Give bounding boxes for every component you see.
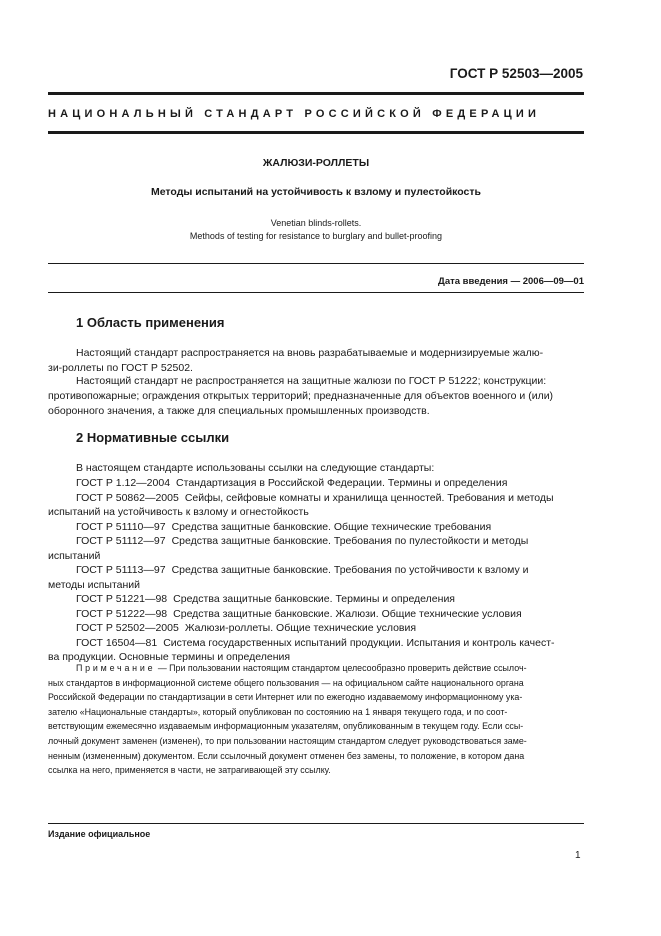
note-line: лочный документ заменен (изменен), то при пользовании настоящим стандартом следует руководствоваться заме-: [48, 735, 527, 746]
note-line: — При пользовании настоящим стандартом целесообразно проверить действие ссылоч-: [155, 663, 527, 673]
reference-code: ГОСТ 16504—81: [76, 636, 158, 649]
note-line: зателю «Национальные стандарты», который опубликован по состоянию на 1 января текущего года, и по сoот-: [48, 706, 508, 717]
reference-list: [48, 476, 584, 665]
reference-title: Сейфы, сейфовые комнаты и хранилища ценностей. Требования и методы: [184, 491, 554, 504]
reference-code: ГОСТ Р 51113—97: [76, 564, 166, 576]
edition-label: Издание официальное: [48, 829, 151, 839]
note-line: ссылка на него, применяется в части, не затрагивающей эту ссылку.: [48, 765, 331, 776]
reference-item: [48, 563, 584, 592]
reference-title: Стандартизация в Российской Федерации. Термины и определения: [176, 477, 508, 489]
reference-title: Средства защитные банковские. Жалюзи. Общие технические условия: [173, 607, 522, 620]
section-1-heading: 1 Область применения: [76, 315, 225, 330]
reference-title: Средства защитные банковские. Требования по пулестойкости и методы: [171, 535, 529, 547]
reference-code: ГОСТ Р 51112—97: [76, 535, 166, 547]
reference-title: Система государственных испытаний продукции. Испытания и контроль качест-: [163, 636, 555, 649]
note-label: Примечание: [76, 663, 156, 673]
english-title-line-2: Methods of testing for resistance to burglary and bullet-proofing: [189, 231, 443, 241]
top-rule: [48, 92, 584, 95]
section-2-heading: 2 Нормативные ссылки: [76, 430, 230, 445]
reference-title: Средства защитные банковские. Общие технические требования: [171, 520, 492, 533]
note-line: Российской Федерации по стандартизации в сети Интернет или по ежегодно издаваемому информационному ука-: [48, 692, 523, 703]
reference-continuation: ва продукции. Основные термины и определения: [48, 651, 291, 663]
banner-rule: [48, 131, 584, 134]
reference-item: [48, 476, 584, 491]
text-line: В настоящем стандарте использованы ссылки на следующие стандарты:: [76, 462, 435, 474]
reference-title: Средства защитные банковские. Требования по устойчивости к взлому и: [171, 564, 529, 576]
reference-continuation: испытаний: [48, 549, 101, 562]
reference-code: ГОСТ Р 51222—98: [76, 607, 168, 620]
document-subtitle: Методы испытаний на устойчивость к взлому и пулестойкость: [150, 186, 481, 198]
section-1-paragraph-1: [48, 346, 584, 376]
title-rule: [48, 263, 584, 264]
reference-code: ГОСТ Р 1.12—2004: [76, 477, 171, 489]
text-line: Настоящий стандарт не распространяется на защитные жалюзи по ГОСТ Р 51222; конструкции:: [76, 375, 547, 387]
text-line: оборонного значения, а также для специальных промышленных производств.: [48, 405, 430, 417]
reference-code: ГОСТ Р 50862—2005: [76, 491, 179, 504]
reference-item: [48, 534, 584, 563]
document-title: ЖАЛЮЗИ-РОЛЛЕТЫ: [262, 157, 370, 169]
reference-code: ГОСТ Р 51221—98: [76, 593, 168, 605]
document-code: ГОСТ Р 52503—2005: [449, 66, 583, 81]
note-line: ветствующим ежемесячно издаваемым информационным указателям, опубликованным в текущем году. Если ссы-: [48, 721, 524, 732]
english-title-line-1: Venetian blinds-rollets.: [270, 218, 362, 228]
text-line: противопожарные; ограждения открытых территорий; предназначенные для объектов военного и (или): [48, 390, 554, 402]
text-line: Настоящий стандарт распространяется на вновь разрабатываемые и модернизируемые жалю-: [76, 347, 544, 359]
date-rule: [48, 292, 584, 293]
section-1-paragraph-2: [48, 374, 584, 419]
note-line: ных стандартов в информационной системе общего пользования — на официальном сайте национального органа: [48, 677, 524, 688]
reference-continuation: испытаний на устойчивость к взлому и огнестойкость: [48, 506, 309, 518]
reference-code: ГОСТ Р 52502—2005: [76, 622, 179, 634]
reference-title: Средства защитные банковские. Термины и определения: [173, 593, 455, 605]
national-standard-banner: НАЦИОНАЛЬНЫЙ СТАНДАРТ РОССИЙСКОЙ ФЕДЕРАЦИИ: [48, 108, 541, 120]
reference-continuation: методы испытаний: [48, 578, 141, 591]
introduction-date: Дата введения — 2006—09—01: [438, 276, 584, 287]
text-line: зи-роллеты по ГОСТ Р 52502.: [48, 362, 193, 374]
page-number: 1: [575, 850, 581, 861]
note-line: ненным (измененным) документом. Если ссылочный документ отменен без замены, то положение, в котором дана: [48, 750, 525, 761]
reference-item: [48, 520, 584, 535]
reference-item: [48, 592, 584, 607]
reference-title: Жалюзи-роллеты. Общие технические условия: [184, 622, 417, 634]
section-2-intro: [48, 461, 584, 476]
reference-item: [48, 491, 584, 520]
reference-item: [48, 607, 584, 622]
reference-note: [48, 661, 584, 778]
reference-item: [48, 621, 584, 636]
footer-rule: [48, 823, 584, 824]
reference-code: ГОСТ Р 51110—97: [76, 520, 166, 533]
